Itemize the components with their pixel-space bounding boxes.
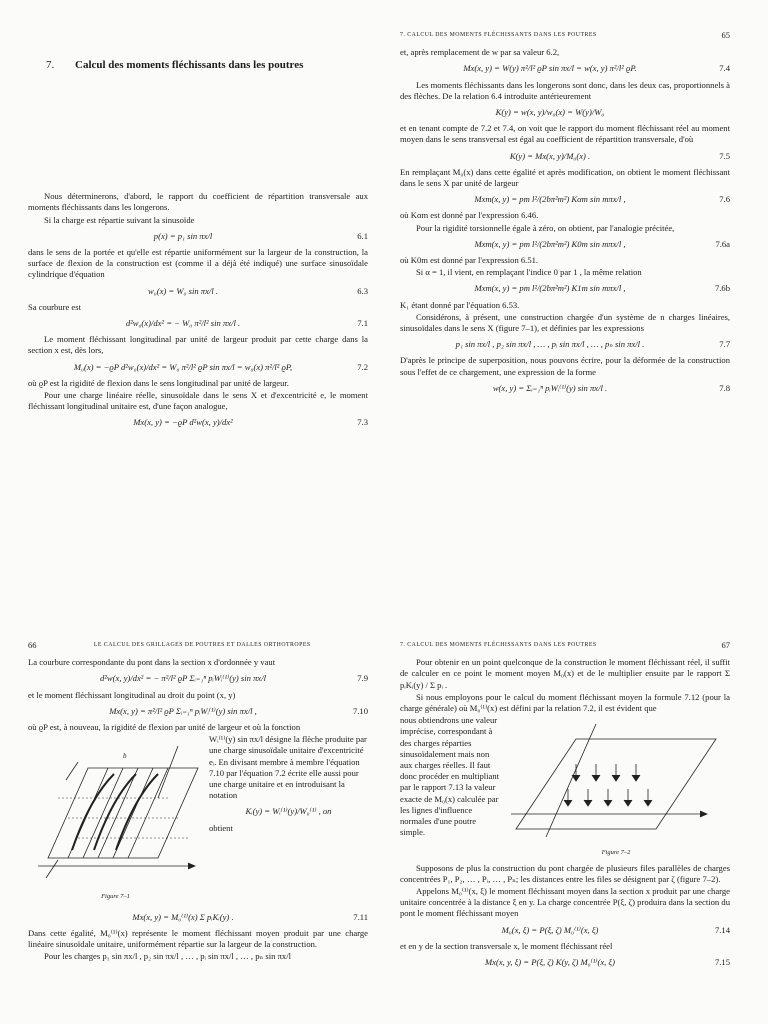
equation-7-8: w(x, y) = Σᵢ₌₁ⁿ pᵢWᵢ⁽¹⁾(y) sin πx/l . 7.8 xyxy=(492,382,730,393)
equation-ki: Kᵢ(y) = Wᵢ⁽¹⁾(y)/W₀⁽¹⁾ , on xyxy=(245,806,332,817)
paragraph: Dans cette égalité, M₀⁽¹⁾(x) représente le moment fléchissant moyen produit par une charge linéaire sinusoïdale unitaire, uniformément répartie sur la largeur de la construction. xyxy=(28,927,368,950)
figure-caption: Figure 7–2 xyxy=(601,849,631,857)
chapter-title xyxy=(46,60,368,71)
equation-7-6: Mxm(x, y) = pm l²/(2bπ²m²) Kαm sin mπx/l , 7.6 xyxy=(474,194,730,205)
paragraph: Pour la rigidité torsionnelle égale à zéro, on obtient, par l'analogie précitée, xyxy=(416,222,675,233)
paragraph: Pour obtenir en un point quelconque de la construction le moment fléchissant réel, il suffit de calculer en ce point le moment moyen M₀(x) et de le multiplier ensuite par le rapport Σ pᵢKᵢ(y) / Σ pᵢ . xyxy=(400,657,730,690)
page-65 xyxy=(400,30,730,590)
equation-7-1: d²w₀(x)/dx² = − W₀ π²/l² sin πx/l . 7.1 xyxy=(125,318,368,329)
equation-k: K(y) = w(x, y)/w₀(x) = W(y)/W₀ xyxy=(495,107,605,118)
figure-label-b: b xyxy=(123,752,127,761)
equation-7-4: Mx(x, y) = W(y) π²/l² ϱP sin πx/l = w(x, y) π²/l² ϱP. 7.4 xyxy=(463,63,730,74)
paragraph: Pour une charge linéaire réelle, sinusoïdale dans le sens X et d'excentricité e, le moment fléchissant longitudinal unitaire est, d'une façon analogue, xyxy=(28,390,368,412)
equation-6-1: p(x) = p₁ sin πx/l 6.1 xyxy=(153,230,368,241)
page-67 xyxy=(400,640,730,1024)
equation-7-6a: Mxm(x, y) = pm l²/(2bπ²m²) K0m sin mπx/l , 7.6a xyxy=(474,238,730,249)
header-text: 7. CALCUL DES MOMENTS FLÉCHISSANTS DANS LES POUTRES xyxy=(400,32,597,38)
paragraph: Le moment fléchissant longitudinal par unité de largeur produit par cette charge dans la section x est, dès lors, xyxy=(28,334,368,356)
equation-7-5: K(y) = Mx(x, y)/M₀(x) . 7.5 xyxy=(509,150,730,161)
chapter-title-text: Calcul des moments fléchissants dans les poutres xyxy=(75,59,304,71)
paragraph: où K0m est donné par l'expression 6.51. xyxy=(400,255,539,266)
paragraph: et le moment fléchissant longitudinal au droit du point (x, y) xyxy=(28,689,236,700)
paragraph: obtient xyxy=(209,822,233,833)
figure-7-1-drawing xyxy=(28,738,203,888)
equation-7-14: M₀(x, ξ) = P(ξ, ζ) M₀⁽¹⁾(x, ξ) 7.14 xyxy=(501,924,730,935)
figure-7-2-drawing xyxy=(506,719,726,844)
equation-7-3: Mx(x, y) = −ϱP d²w(x, y)/dx² 7.3 xyxy=(133,417,368,428)
page-66 xyxy=(28,640,368,1024)
paragraph: Nous déterminerons, d'abord, le rapport du coefficient de répartition transversale aux moments fléchissants dans les longerons. xyxy=(28,191,368,213)
paragraph: où ϱP est, à nouveau, la rigidité de flexion par unité de largeur et où la fonction xyxy=(28,722,301,733)
figure-7-2 xyxy=(506,719,726,858)
paragraph: Wᵢ⁽¹⁾(y) sin πx/l désigne la flèche produite par une charge sinusoïdale unitaire d'excentricité eᵢ. En divisant membre à membre l'équation 7.10 par l'équation 7.2 écrite elle aussi pour une charge unitaire et en introduisant la notation xyxy=(209,734,367,801)
page-number: 66 xyxy=(28,640,37,650)
paragraph: dans le sens de la portée et qu'elle est répartie uniformément sur la largeur de la construction, la surface de flexion de la construction est (comme il a déjà été indiqué) une surface sinusoïdale cylindrique d'équation xyxy=(28,247,368,280)
paragraph: nous obtiendrons une valeur imprécise, correspondant à des charges réparties sinusoïdalement mais non aux charges réelles. Il faut donc procéder en multipliant par le rapport 7.13 la valeur exacte de M₀(x) calculée par les lignes d'influence normales d'une poutre simple. xyxy=(400,715,500,838)
paragraph: Considérons, à présent, une construction chargée d'un système de n charges linéaires, sinusoïdales dans le sens X (figure 7–1), et définies par les expressions xyxy=(400,311,730,334)
paragraph: Pour les charges p₁ sin πx/l , p₂ sin πx/l , … , pᵢ sin πx/l , … , pₙ sin πx/l xyxy=(44,951,291,962)
running-header xyxy=(28,640,368,651)
equation-7-15: Mx(x, y, ξ) = P(ξ, ζ) K(y, ζ) M₀⁽¹⁾(x, ξ) 7.15 xyxy=(485,957,730,968)
chapter-number: 7. xyxy=(46,59,55,71)
equation-7-9: d²w(x, y)/dx² = − π²/l² ϱP Σᵢ₌₁ⁿ pᵢWᵢ⁽¹⁾(y) sin πx/l 7.9 xyxy=(100,673,368,684)
equation-7-11: Mx(x, y) = M₀⁽¹⁾(x) Σ pᵢKᵢ(y) . 7.11 xyxy=(132,911,368,922)
paragraph: D'après le principe de superposition, nous pouvons écrire, pour la déformée de la construction sous l'effet de ce chargement, une expression de la forme xyxy=(400,355,730,377)
paragraph: et en y de la section transversale x, le moment fléchissant réel xyxy=(400,940,613,951)
equation-7-6b: Mxm(x, y) = pm l²/(2bπ²m²) K1m sin mπx/l , 7.6b xyxy=(474,283,730,294)
paragraph: Appelons M₀⁽¹⁾(x, ξ) le moment fléchissant moyen dans la section x produit par une charge unitaire concentrée à la distance ξ en y. La charge concentrée P(ξ, ζ) produira dans la section du pont le moment fléchissant moyen xyxy=(400,886,730,919)
figure-7-1 xyxy=(28,738,203,902)
paragraph: où ϱP est la rigidité de flexion dans le sens longitudinal par unité de largeur. xyxy=(28,377,289,388)
paragraph: et, après remplacement de w par sa valeur 6.2, xyxy=(400,47,560,58)
header-text: 7. CALCUL DES MOMENTS FLÉCHISSANTS DANS LES POUTRES xyxy=(400,642,597,648)
page-64 xyxy=(28,30,368,590)
figure-caption: Figure 7–1 xyxy=(101,893,130,901)
paragraph: Si α = 1, il vient, en remplaçant l'indice 0 par 1 , la même relation xyxy=(416,267,642,278)
paragraph: Si la charge est répartie suivant la sinusoïde xyxy=(44,214,195,225)
paragraph: La courbure correspondante du pont dans la section x d'ordonnée y vaut xyxy=(28,657,276,668)
equation-7-7: p₁ sin πx/l , p₂ sin πx/l , … , pᵢ sin πx/l , … , pₙ sin πx/l . 7.7 xyxy=(455,339,730,350)
paragraph: Si nous employons pour le calcul du moment fléchissant moyen la formule 7.12 (pour la charge générale) où M₀⁽¹⁾(x) est défini par la relation 7.2, il est évident que xyxy=(400,691,730,714)
equation-7-2: M₀(x) = −ϱP d²w₀(x)/dx² = W₀ π²/l² ϱP sin πx/l = w₀(x) π²/l² ϱP, 7.2 xyxy=(73,361,368,372)
paragraph: En remplaçant M₀(x) dans cette égalité et après modification, on obtient le moment fléchissant dans le sens X par unité de largeur xyxy=(400,166,730,189)
paragraph: Supposons de plus la construction du pont chargée de plusieurs files parallèles de charges concentrées P₁, P₂, … , Pᵢ, … , Pₙ; les distances entre les files se désignent par ζ (figure 7–2). xyxy=(400,862,730,884)
running-header xyxy=(400,30,730,41)
equation-7-10: Mx(x, y) = π²/l² ϱP Σᵢ₌₁ⁿ pᵢWᵢ⁽¹⁾(y) sin πx/l , 7.10 xyxy=(109,705,368,716)
running-header xyxy=(400,640,730,651)
paragraph: Les moments fléchissants dans les longerons sont donc, dans les deux cas, proportionnels à des flèches. De la relation 6.4 introduite antérieurement xyxy=(400,79,730,101)
page-number: 65 xyxy=(721,30,730,40)
header-text: LE CALCUL DES GRILLAGES DE POUTRES ET DALLES ORTHOTROPES xyxy=(93,642,311,648)
equation-6-3: w₀(x) = W₀ sin πx/l . 6.3 xyxy=(147,285,368,296)
paragraph: Sa courbure est xyxy=(28,301,81,312)
paragraph: et en tenant compte de 7.2 et 7.4, on voit que le rapport du moment fléchissant réel au moment moyen dans le sens transversal est égal au coefficient de répartition transversale, d'où xyxy=(400,123,730,145)
page-number: 67 xyxy=(721,640,730,650)
paragraph: où Kαm est donné par l'expression 6.46. xyxy=(400,210,539,221)
paragraph: K₁ étant donné par l'équation 6.53. xyxy=(400,299,520,310)
